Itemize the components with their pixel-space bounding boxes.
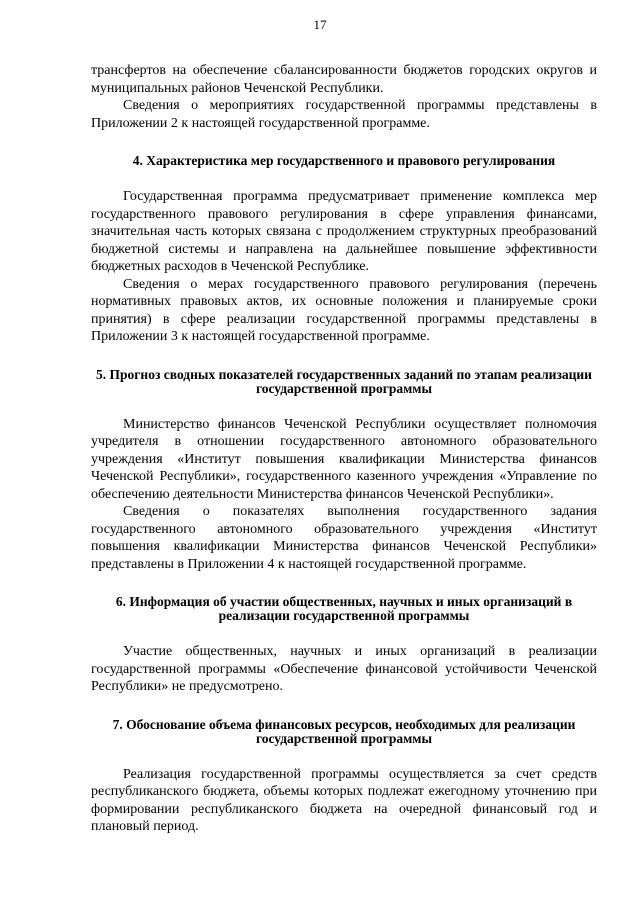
section-spacer [91,746,597,766]
section-5-heading: 5. Прогноз сводных показателей государственных заданий по этапам реализации государственной программы [96,366,592,396]
section-spacer [91,346,597,368]
section-5-paragraph-2: Сведения о показателях выполнения государственного задания государственного автономного образовательного учреждения «Институт повышения квалификации Министерства финансов Чеченской Республики» представлены в Приложении 4 к настоящей государственной программе. [91,504,597,572]
paragraph-intro-continued: трансфертов на обеспечение сбалансированности бюджетов городских округов и муниципальных районов Чеченской Республики. [91,63,597,96]
document-body [91,62,597,836]
page-number: 17 [313,17,327,32]
section-7-heading: 7. Обоснование объема финансовых ресурсов, необходимых для реализации государственной программы [112,716,576,746]
section-5-paragraph-1: Министерство финансов Чеченской Республики осуществляет полномочия учредителя в отношении государственного автономного образовательного учреждения «Институт повышения квалификации Министерства финансов Чеченской Республики», государственного казенного учреждения «Управление по обеспечению деятельности Министерства финансов Чеченской Республики». [91,416,597,502]
section-4-heading: 4. Характеристика мер государственного и правового регулирования [132,153,556,168]
section-4-paragraph-2: Сведения о мерах государственного правового регулирования (перечень нормативных правовых актов, их основные положения и планируемые сроки принятия) в сфере реализации государственной программы представлены в Приложении 3 к настоящей государственной программе. [91,276,597,344]
section-6-heading: 6. Информация об участии общественных, научных и иных организаций в реализации государственной программы [115,594,573,623]
section-6-paragraph-1: Участие общественных, научных и иных организаций в реализации государственной программы «Обеспечение финансовой устойчивости Чеченской Республики» не предусмотрено. [91,644,597,694]
section-4-paragraph-1: Государственная программа предусматривает применение комплекса мер государственного правового регулирования в сфере управления финансами, значительная часть которых связана с продолжением структурных преобразований бюджетной системы и направлена на дальнейшее повышение эффективности бюджетных расходов в Чеченской Республике. [91,189,597,274]
section-spacer [91,696,597,718]
section-spacer [91,623,597,643]
section-spacer [91,168,597,188]
section-spacer [91,132,597,154]
section-spacer [91,396,597,416]
paragraph-appendix-2-reference: Сведения о мероприятиях государственной программы представлены в Приложении 2 к настоящей государственной программе. [91,98,597,131]
section-spacer [91,573,597,595]
section-7-paragraph-1: Реализация государственной программы осуществляется за счет средств республиканского бюджета, объемы которых подлежат ежегодному уточнению при формировании республиканского бюджета на очередной финансовый год и плановый период. [91,766,597,834]
